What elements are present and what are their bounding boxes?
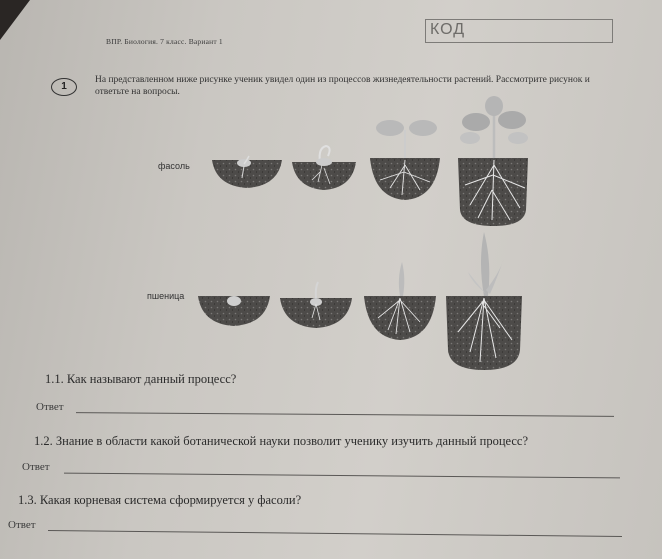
bean-stage-1: [212, 156, 282, 188]
bean-stage-2: [292, 146, 356, 190]
task-intro-text: На представленном ниже рисунке ученик увидел один из процессов жизнедеятельности растений. Рассмотрите рисунок и ответьте на вопросы.: [95, 75, 590, 97]
bean-row-label: фасоль: [158, 161, 190, 171]
wheat-stage-4: [446, 232, 522, 370]
answer-label-1-1: Ответ: [36, 401, 64, 413]
wheat-stage-3: [364, 262, 436, 340]
wheat-row-label: пшеница: [147, 291, 185, 301]
wheat-stage-1: [198, 296, 270, 326]
bean-stage-4: [458, 96, 528, 226]
answer-label-1-2: Ответ: [22, 461, 50, 473]
answer-label-1-3: Ответ: [8, 519, 36, 531]
page-header: ВПР. Биология. 7 класс. Вариант 1: [106, 37, 223, 46]
question-1-1: 1.1. Как называют данный процесс?: [45, 372, 237, 386]
task-number-badge: 1: [51, 78, 77, 96]
question-1-2: 1.2. Знание в области какой ботанической науки позволит ученику изучить данный процесс?: [34, 434, 529, 448]
question-1-3: 1.3. Какая корневая система сформируется у фасоли?: [18, 493, 302, 507]
wheat-stage-2: [280, 282, 352, 328]
code-field[interactable]: КОД: [425, 19, 613, 43]
bean-stage-3: [370, 120, 440, 200]
